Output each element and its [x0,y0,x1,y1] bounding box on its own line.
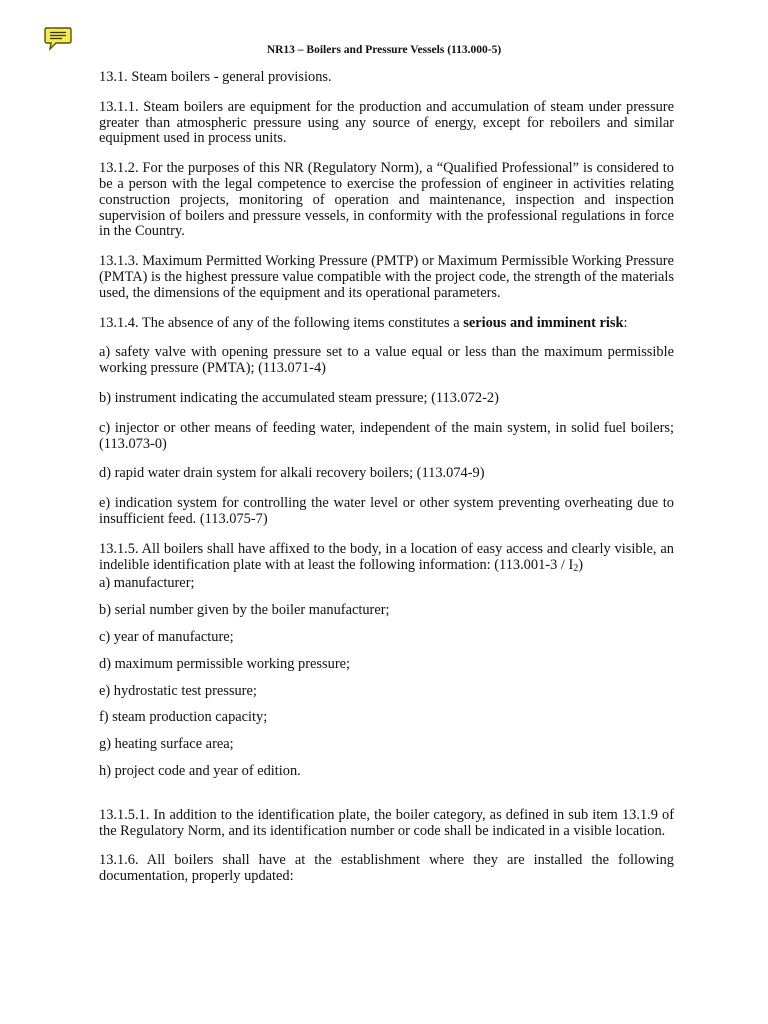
plate-item-h: h) project code and year of edition. [99,762,301,779]
page-header: NR13 – Boilers and Pressure Vessels (113.000-5) [266,44,502,56]
paragraph-13-1-1: 13.1.1. Steam boilers are equipment for the production and accumulation of steam under pressure greater than atmospheric pressure using any source of energy, except for reboilers and similar equipment used in process units. [99,98,674,147]
plate-item-c: c) year of manufacture; [99,628,234,645]
plate-item-d: d) maximum permissible working pressure; [99,655,350,672]
risk-item-e: e) indication system for controlling the water level or other system preventing overheating due to insufficient feed. (113.075-7) [99,495,674,527]
plate-item-f: f) steam production capacity; [99,709,268,726]
paragraph-13-1-5-1: 13.1.5.1. In addition to the identification plate, the boiler category, as defined in sub item 13.1.9 of the Regulatory Norm, and its identification number or code shall be indicated in a visible location. [99,806,674,839]
paragraph-13-1-5-text: 13.1.5. All boilers shall have affixed to the body, in a location of easy access and clearly visible, an indelible identification plate with at least the following information: (113.001-3 / I [99,540,674,573]
risk-item-c: c) injector or other means of feeding water, independent of the main system, in solid fuel boilers; (113.073-0) [99,419,674,452]
paragraph-13-1-4-end: : [623,314,628,331]
plate-item-a: a) manufacturer; [99,575,195,592]
paragraph-13-1-5 [99,542,674,577]
plate-item-e: e) hydrostatic test pressure; [99,682,257,699]
paragraph-13-1-5-end: ) [578,556,584,573]
plate-item-b: b) serial number given by the boiler manufacturer; [99,602,390,619]
risk-item-b: b) instrument indicating the accumulated steam pressure; (113.072-2) [99,389,499,406]
document-body [99,70,674,885]
section-heading: 13.1. Steam boilers - general provisions. [99,69,332,85]
paragraph-13-1-4-text: 13.1.4. The absence of any of the following items constitutes a [99,314,464,331]
risk-item-d: d) rapid water drain system for alkali recovery boilers; (113.074-9) [99,465,485,482]
risk-item-a: a) safety valve with opening pressure set to a value equal or less than the maximum permissible working pressure (PMTA); (113.071-4) [99,344,674,377]
paragraph-13-1-4 [99,316,674,332]
paragraph-13-1-6: 13.1.6. All boilers shall have at the establishment where they are installed the following documentation, properly updated: [99,852,674,885]
serious-risk-emphasis: serious and imminent risk [463,314,624,331]
subscript-2: 2 [573,562,579,574]
paragraph-13-1-3: 13.1.3. Maximum Permitted Working Pressure (PMTP) or Maximum Permissible Working Pressure (PMTA) is the highest pressure value compatible with the project code, the strength of the materials used, the dimensions of the equipment and its operational parameters. [99,253,674,301]
paragraph-13-1-2: 13.1.2. For the purposes of this NR (Regulatory Norm), a “Qualified Professional” is considered to be a person with the legal competence to exercise the profession of engineer in activities relating construction projects, monitoring of operation and maintenance, inspection and inspection supervision of boilers and pressure vessels, in conformity with the professional regulations in force in the Country. [99,160,674,240]
plate-item-g: g) heating surface area; [99,736,234,753]
